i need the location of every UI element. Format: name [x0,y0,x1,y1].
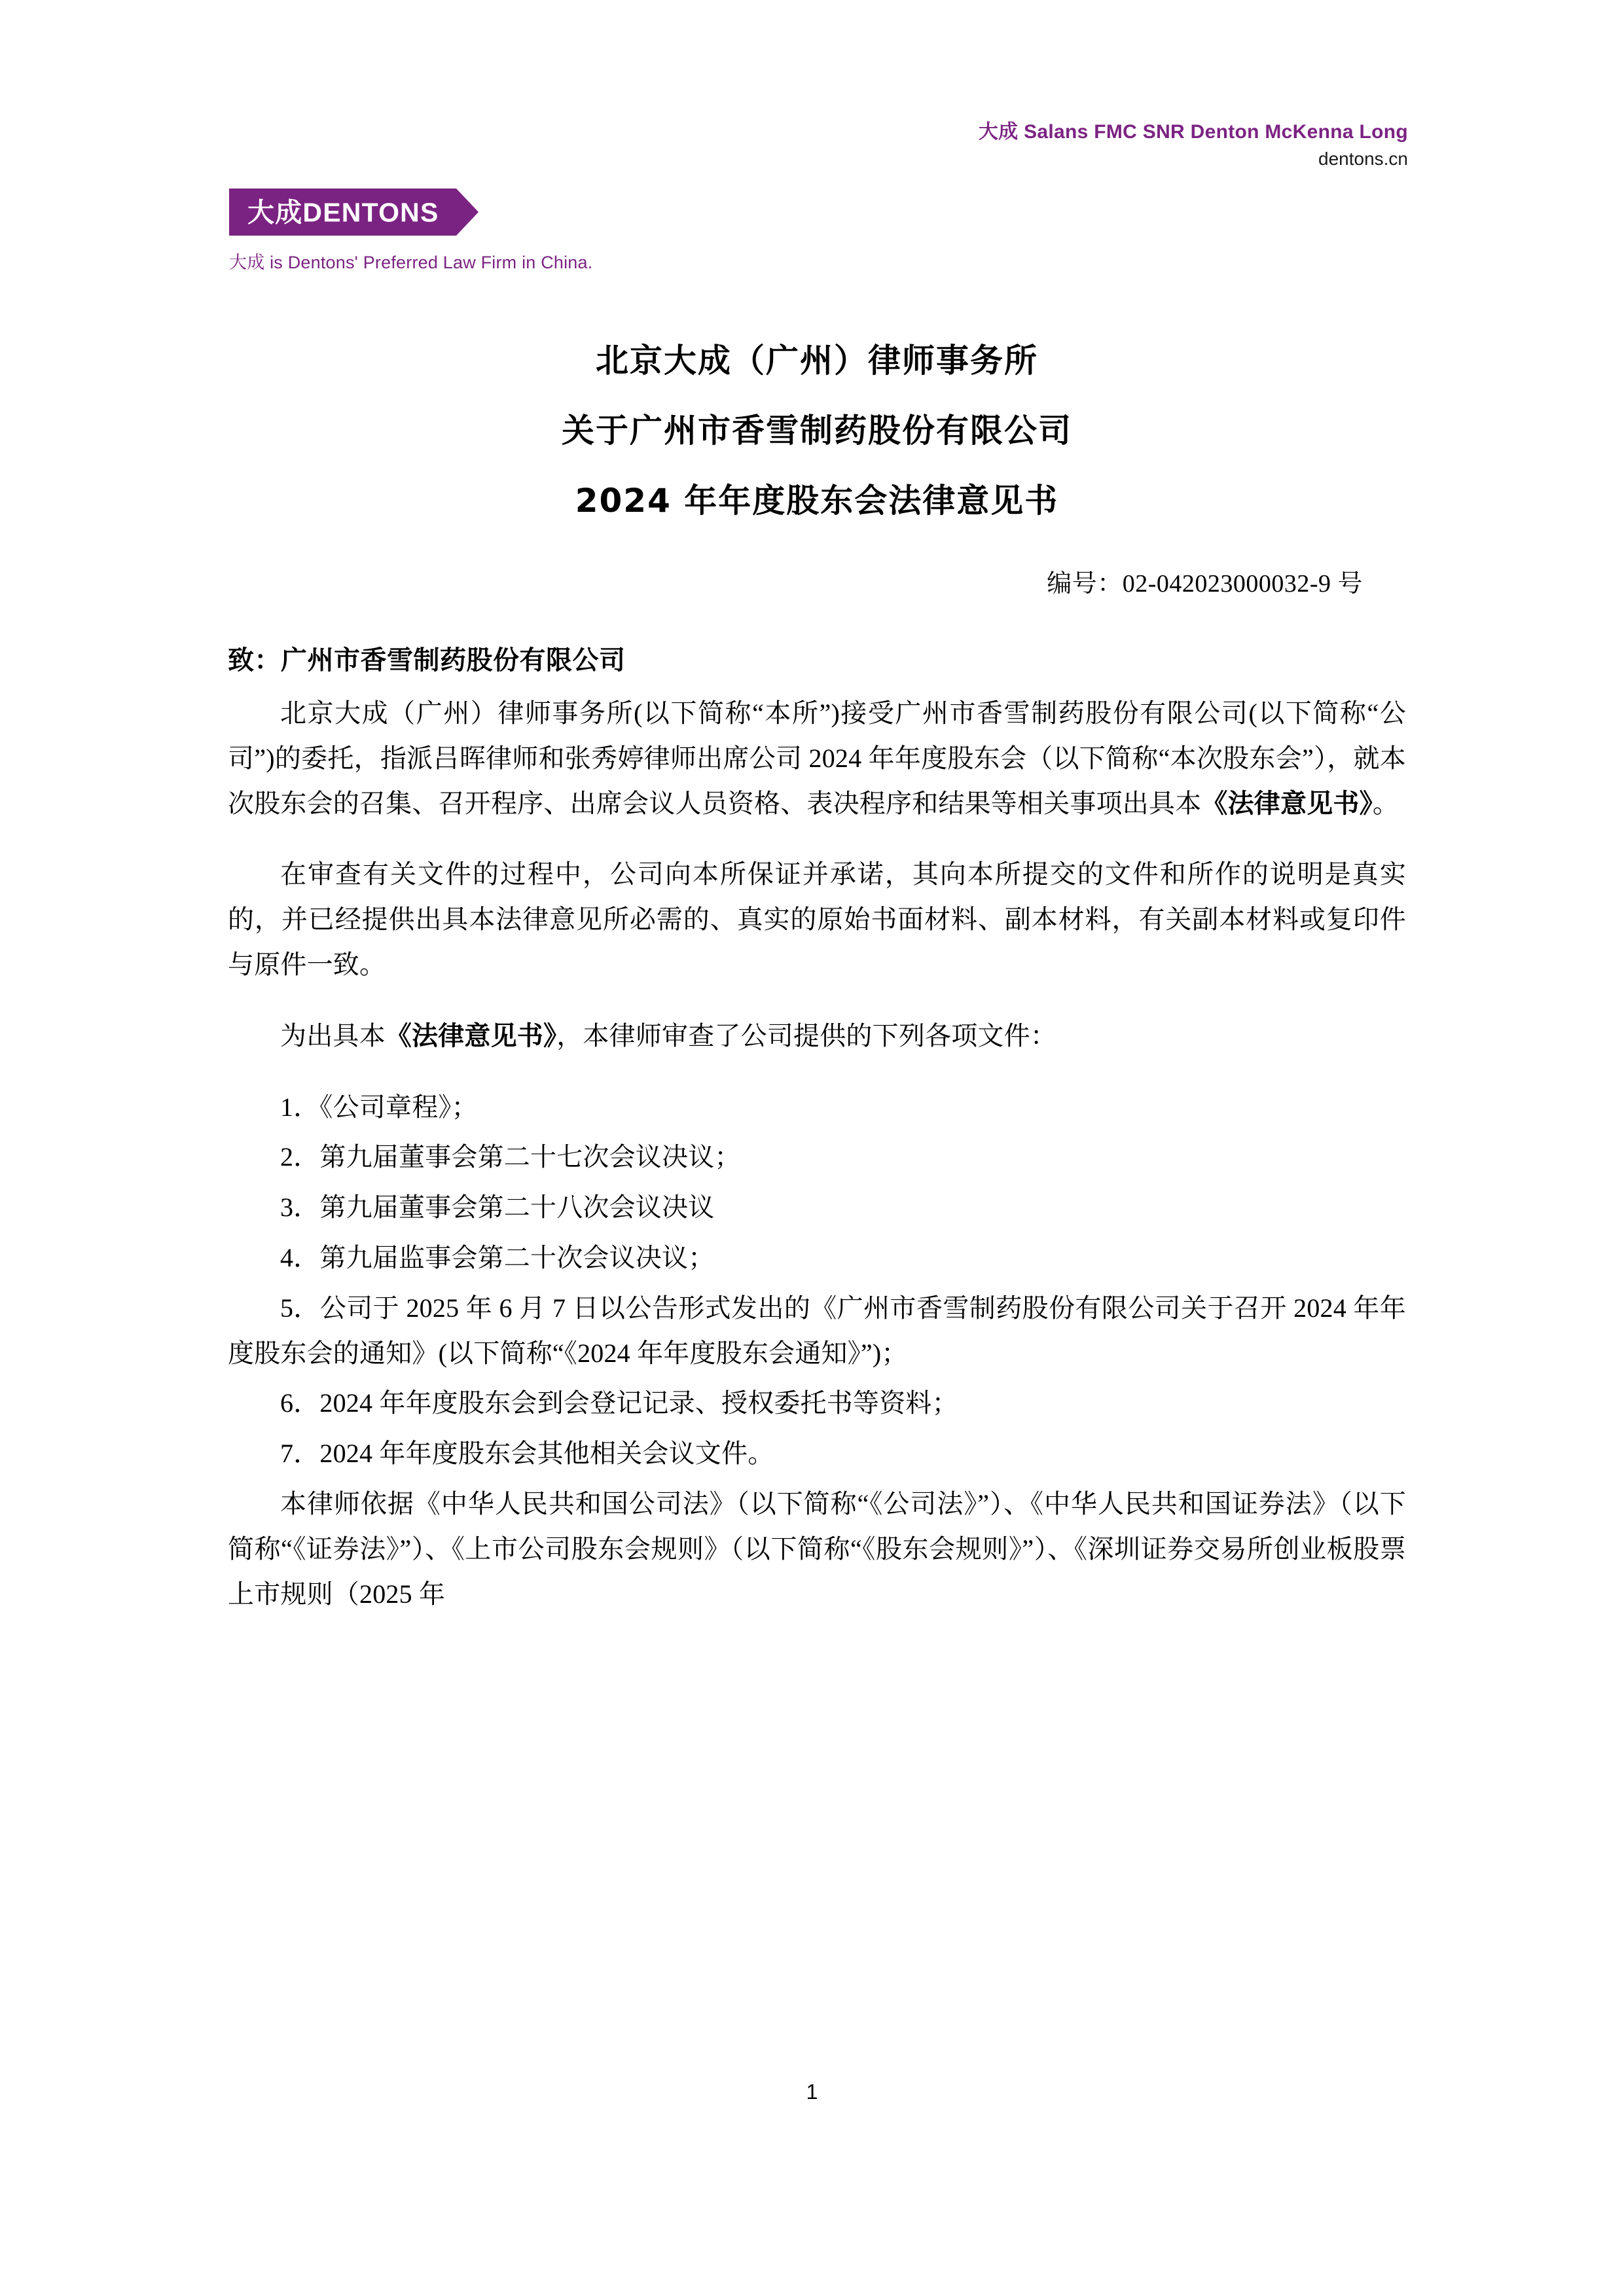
logo-wordmark: 大成DENTONS [247,197,439,228]
logo-arrow-icon [456,188,478,236]
documents-intro-emphasis: 《法律意见书》 [385,1020,557,1051]
paragraph-engagement-text: 北京大成（广州）律师事务所(以下简称“本所”)接受广州市香雪制药股份有限公司(以下简称“公司”)的委托，指派吕晖律师和张秀婷律师出席公司 2024 年年度股东会（以下简称“本次股东会”），就本次股东会的召集、召开程序、出席会议人员资格、表决程序和结果等相关事项出具本 [228,698,1406,818]
list-item: 3．第九届董事会第二十八次会议决议 [280,1193,715,1223]
document-number: 编号：02-042023000032-9 号 [1047,570,1363,598]
documents-intro-tail: ，本律师审查了公司提供的下列各项文件： [556,1020,1057,1050]
list-item: 7．2024 年年度股东会其他相关会议文件。 [280,1439,774,1469]
paragraph-engagement-tail: 。 [1372,788,1399,818]
list-item: 1．《公司章程》； [280,1092,478,1122]
paragraph-engagement [228,691,1406,826]
document-title-line-1: 北京大成（广州）律师事务所 [596,342,1038,380]
paragraph-legal-basis: 本律师依据《中华人民共和国公司法》（以下简称“《公司法》”）、《中华人民共和国证券法》（以下简称“《证券法》”）、《上市公司股东会规则》（以下简称“《股东会规则》”）、《深圳证券交易所创业板股票上市规则（2025 年 [228,1488,1406,1609]
list-item: 6．2024 年年度股东会到会登记记录、授权委托书等资料； [280,1388,958,1418]
addressee-line: 致：广州市香雪制药股份有限公司 [228,645,626,675]
document-title-line-3: 2024 年年度股东会法律意见书 [575,482,1059,520]
header-website: dentons.cn [1318,149,1408,170]
list-item: 4．第九届监事会第二十次会议决议； [280,1242,715,1272]
header-firm-name: 大成 Salans FMC SNR Denton McKenna Long [978,121,1408,143]
paragraph-representation: 在审查有关文件的过程中，公司向本所保证并承诺，其向本所提交的文件和所作的说明是真实的，并已经提供出具本法律意见所必需的、真实的原始书面材料、副本材料，有关副本材料或复印件与原件一致。 [228,859,1406,979]
paragraph-documents-intro [228,1014,1406,1059]
header-firm-line [979,120,1408,171]
page-number: 1 [806,2080,818,2104]
logo-badge [229,188,456,236]
document-title-line-2: 关于广州市香雪制药股份有限公司 [562,412,1072,450]
documents-intro-head: 为出具本 [280,1020,386,1050]
document-body [228,340,1406,1643]
dentons-logo [229,188,592,274]
logo-tagline: 大成 is Dentons' Preferred Law Firm in China. [229,253,593,272]
list-item: 2．第九届董事会第二十七次会议决议； [280,1142,741,1172]
paragraph-engagement-emphasis: 《法律意见书》 [1201,788,1373,819]
list-item: 5．公司于 2025 年 6 月 7 日以公告形式发出的《广州市香雪制药股份有限公司关于召开 2024 年年度股东会的通知》(以下简称“《2024 年年度股东会通知》”)； [228,1293,1406,1368]
